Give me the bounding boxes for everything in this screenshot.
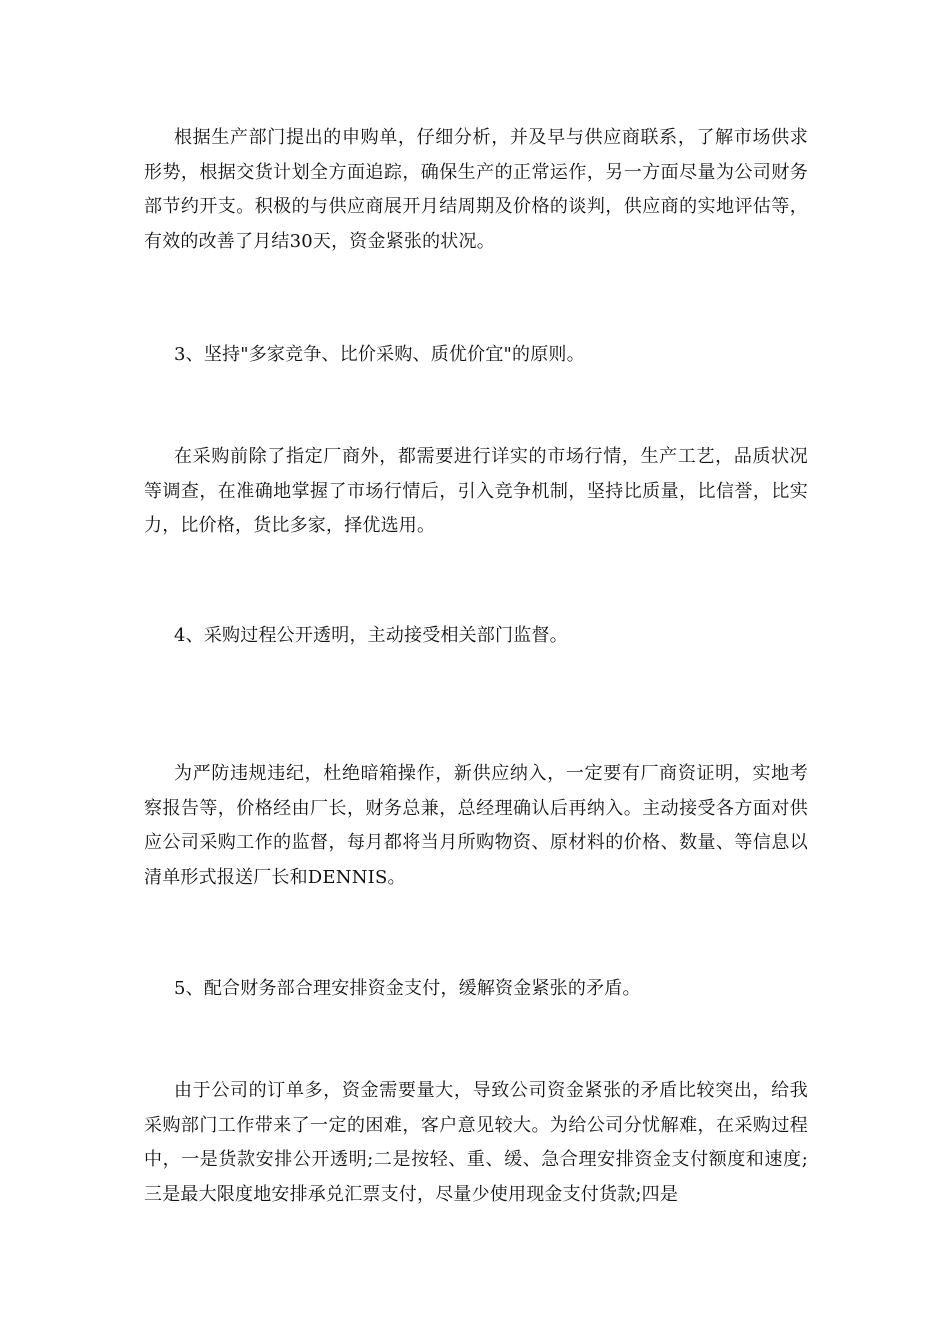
section-heading-3: 3、坚持"多家竞争、比价采购、质优价宜"的原则。	[174, 344, 585, 365]
section-heading-5: 5、配合财务部合理安排资金支付，缓解资金紧张的矛盾。	[174, 978, 641, 999]
paragraph-competitive-sourcing: 在采购前除了指定厂商外，都需要进行详实的市场行情，生产工艺，品质状况等调查，在准确地掌握了市场行情后，引入竞争机制，坚持比质量，比信誉，比实力，比价格，货比多家，择优选用。	[144, 446, 808, 536]
section-heading-4: 4、采购过程公开透明，主动接受相关部门监督。	[174, 625, 568, 646]
paragraph-transparency: 为严防违规违纪，杜绝暗箱操作，新供应纳入，一定要有厂商资证明，实地考察报告等，价格经由厂长，财务总兼，总经理确认后再纳入。主动接受各方面对供应公司采购工作的监督，每月都将当月所购物资、原材料的价格、数量、等信息以清单形式报送厂长和DENNIS。	[144, 763, 808, 888]
paragraph-purchase-planning: 根据生产部门提出的申购单，仔细分析，并及早与供应商联系，了解市场供求形势，根据交货计划全方面追踪，确保生产的正常运作，另一方面尽量为公司财务部节约开支。积极的与供应商展开月结周期及价格的谈判，供应商的实地评估等，有效的改善了月结30天，资金紧张的状况。	[144, 127, 808, 252]
paragraph-finance-coordination: 由于公司的订单多，资金需要量大，导致公司资金紧张的矛盾比较突出，给我采购部门工作带来了一定的困难，客户意见较大。为给公司分忧解难，在采购过程中，一是货款安排公开透明;二是按轻、重、缓、急合理安排资金支付额度和速度;三是最大限度地安排承兑汇票支付，尽量少使用现金支付货款;四是	[144, 1080, 808, 1205]
